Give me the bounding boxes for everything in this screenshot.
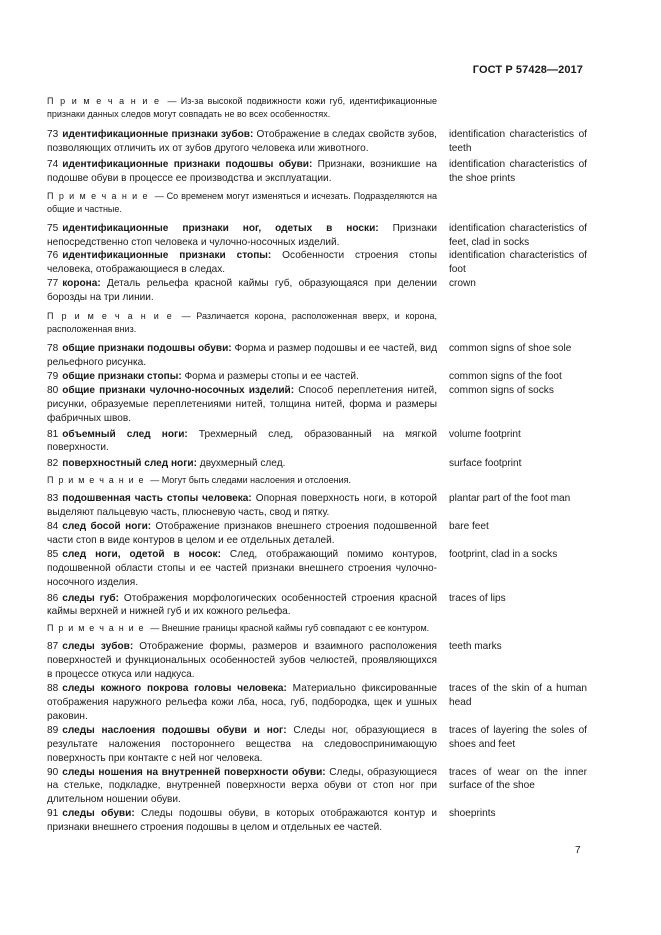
term-row <box>47 249 587 277</box>
term-english: traces of the skin of a human head <box>449 683 587 708</box>
term-definition: 78 общие признаки подошвы обуви: Форма и размер подошвы и ее частей, вид рельефного рисунка. <box>47 343 437 368</box>
term-row <box>47 428 587 456</box>
term-row <box>47 592 587 620</box>
term-definition: 87 следы зубов: Отображение формы, размеров и взаимного расположения поверхностей и функциональных особенностей зубов челюстей, проявляющихся в процессе откуса или надкуса. <box>47 641 437 681</box>
term-definition: 74 идентификационные признаки подошвы обуви: Признаки, возникшие на подошве обуви в процессе ее производства и эксплуатации. <box>47 158 438 184</box>
term-definition: 84 след босой ноги: Отображение признаков внешнего строения подошвенной части стоп в виде контуров в целом и ее отдельных деталей. <box>47 521 437 546</box>
term-english: crown <box>449 278 476 290</box>
term-english: footprint, clad in a socks <box>449 548 558 560</box>
term-english: plantar part of the foot man <box>449 493 571 505</box>
term-definition: 81 объемный след ноги: Трехмерный след, образованный на мягкой поверхности. <box>47 428 437 454</box>
term-row <box>47 640 587 682</box>
term-definition: 83 подошвенная часть стопы человека: Опорная поверхность ноги, в которой выделяют пальцевую часть, плюсневую часть, свод и пятку. <box>47 493 437 519</box>
term-definition: 82 поверхностный след ноги: двухмерный след. <box>47 458 286 470</box>
term-definition: 88 следы кожного покрова головы человека: Материально фиксированные отображения наружного рельефа кожи лба, носа, губ, подбородка, щек и ушных раковин. <box>47 683 437 722</box>
note-text: П р и м е ч а н и е — Внешние границы красной каймы губ совпадают с ее контуром. <box>47 623 430 634</box>
term-row <box>47 370 587 384</box>
standard-header: ГОСТ Р 57428—2017 <box>472 64 583 76</box>
terms-list <box>47 95 587 835</box>
note-label: П р и м е ч а н и е <box>47 190 149 201</box>
term-row <box>47 342 587 370</box>
term-english: surface footprint <box>449 458 522 470</box>
term-definition: 86 следы губ: Отображения морфологических особенностей строения красной каймы верхней и нижней губ и их кожного рельефа. <box>47 592 437 618</box>
term-definition: 73 идентификационные признаки зубов: Отображение в следах свойств зубов, позволяющих отличить их от зубов другого человека или животного. <box>47 129 437 154</box>
term-english: traces of lips <box>449 592 506 604</box>
note-text: П р и м е ч а н и е — Различается корона, расположенная вверх, и корона, расположенная вниз. <box>47 311 437 335</box>
term-definition: 89 следы наслоения подошвы обуви и ног: Следы ног, образующиеся в результате наложения постороннего вещества на следовоспринимающую поверхность при контакте с ней ног человека. <box>47 724 437 764</box>
term-row <box>47 158 587 186</box>
note-text: П р и м е ч а н и е — Могут быть следами наслоения и отслоения. <box>47 475 351 486</box>
term-row <box>47 128 587 156</box>
term-english: volume footprint <box>449 428 521 440</box>
note-label: П р и м е ч а н и е <box>47 311 174 322</box>
term-row <box>47 807 587 835</box>
term-english: traces of layering the soles of shoes and feet <box>449 724 587 750</box>
page-number: 7 <box>575 845 581 856</box>
term-definition: 90 следы ношения на внутренней поверхности обуви: Следы, образующиеся на стельке, подкладке, внутренней поверхности верха обуви от стоп ног при длительном ношении обуви. <box>47 766 437 806</box>
note-row <box>47 474 587 487</box>
term-english: teeth marks <box>449 641 502 653</box>
note-label: П р и м е ч а н и е <box>47 475 145 486</box>
term-definition: 80 общие признаки чулочно-носочных изделий: Способ переплетения нитей, рисунки, образуемые переплетениями нитей, толщина нитей, форма и размеры фабричных швов. <box>47 384 437 424</box>
note-label: П р и м е ч а н и е <box>47 623 145 634</box>
term-row <box>47 520 587 548</box>
term-english: identification characteristics of foot <box>449 250 587 276</box>
term-english: bare feet <box>449 521 489 533</box>
term-row <box>47 492 587 520</box>
note-row <box>47 622 587 635</box>
note-row <box>47 95 587 121</box>
term-row <box>47 682 587 724</box>
note-row <box>47 190 587 216</box>
term-english: identification characteristics of the shoe prints <box>449 158 587 184</box>
term-row <box>47 548 587 590</box>
term-english: shoeprints <box>449 808 496 820</box>
term-definition: 77 корона: Деталь рельефа красной каймы губ, образующаяся при делении борозды на три линии. <box>47 278 437 304</box>
note-text: П р и м е ч а н и е — Со временем могут изменяться и исчезать. Подразделяются на общие и частные. <box>47 190 437 214</box>
term-row <box>47 222 587 250</box>
term-definition: 75 идентификационные признаки ног, одетых в носки: Признаки непосредственно стоп человека и чулочно-носочных изделий. <box>47 222 437 248</box>
term-english: identification characteristics of feet, clad in socks <box>449 222 587 248</box>
term-english: identification characteristics of teeth <box>449 129 587 154</box>
term-row <box>47 724 587 766</box>
term-english: traces of wear on the inner surface of the shoe <box>449 766 587 792</box>
term-row <box>47 766 587 808</box>
term-english: common signs of socks <box>449 384 554 396</box>
term-row <box>47 277 587 305</box>
term-definition: 85 след ноги, одетой в носок: След, отображающий помимо контуров, подошвенной области стопы и ее частей признаки внешнего строения чулочно-носочного изделия. <box>47 548 437 588</box>
term-english: common signs of the foot <box>449 370 562 382</box>
term-english: common signs of shoe sole <box>449 343 572 355</box>
term-definition: 79 общие признаки стопы: Форма и размеры стопы и ее частей. <box>47 370 359 382</box>
note-text: П р и м е ч а н и е — Из-за высокой подвижности кожи губ, идентификационные признаки данных следов могут совпадать не во всех особенностях. <box>47 96 437 119</box>
term-row <box>47 457 587 471</box>
term-row <box>47 384 587 426</box>
note-label: П р и м е ч а н и е <box>47 96 161 106</box>
note-row <box>47 310 587 336</box>
term-definition: 76 идентификационные признаки стопы: Особенности строения стопы человека, отображающиеся в следах. <box>47 250 437 276</box>
term-definition: 91 следы обуви: Следы подошвы обуви, в которых отображаются контур и признаки внешнего строения подошвы в целом и отдельных ее частей. <box>47 808 437 834</box>
